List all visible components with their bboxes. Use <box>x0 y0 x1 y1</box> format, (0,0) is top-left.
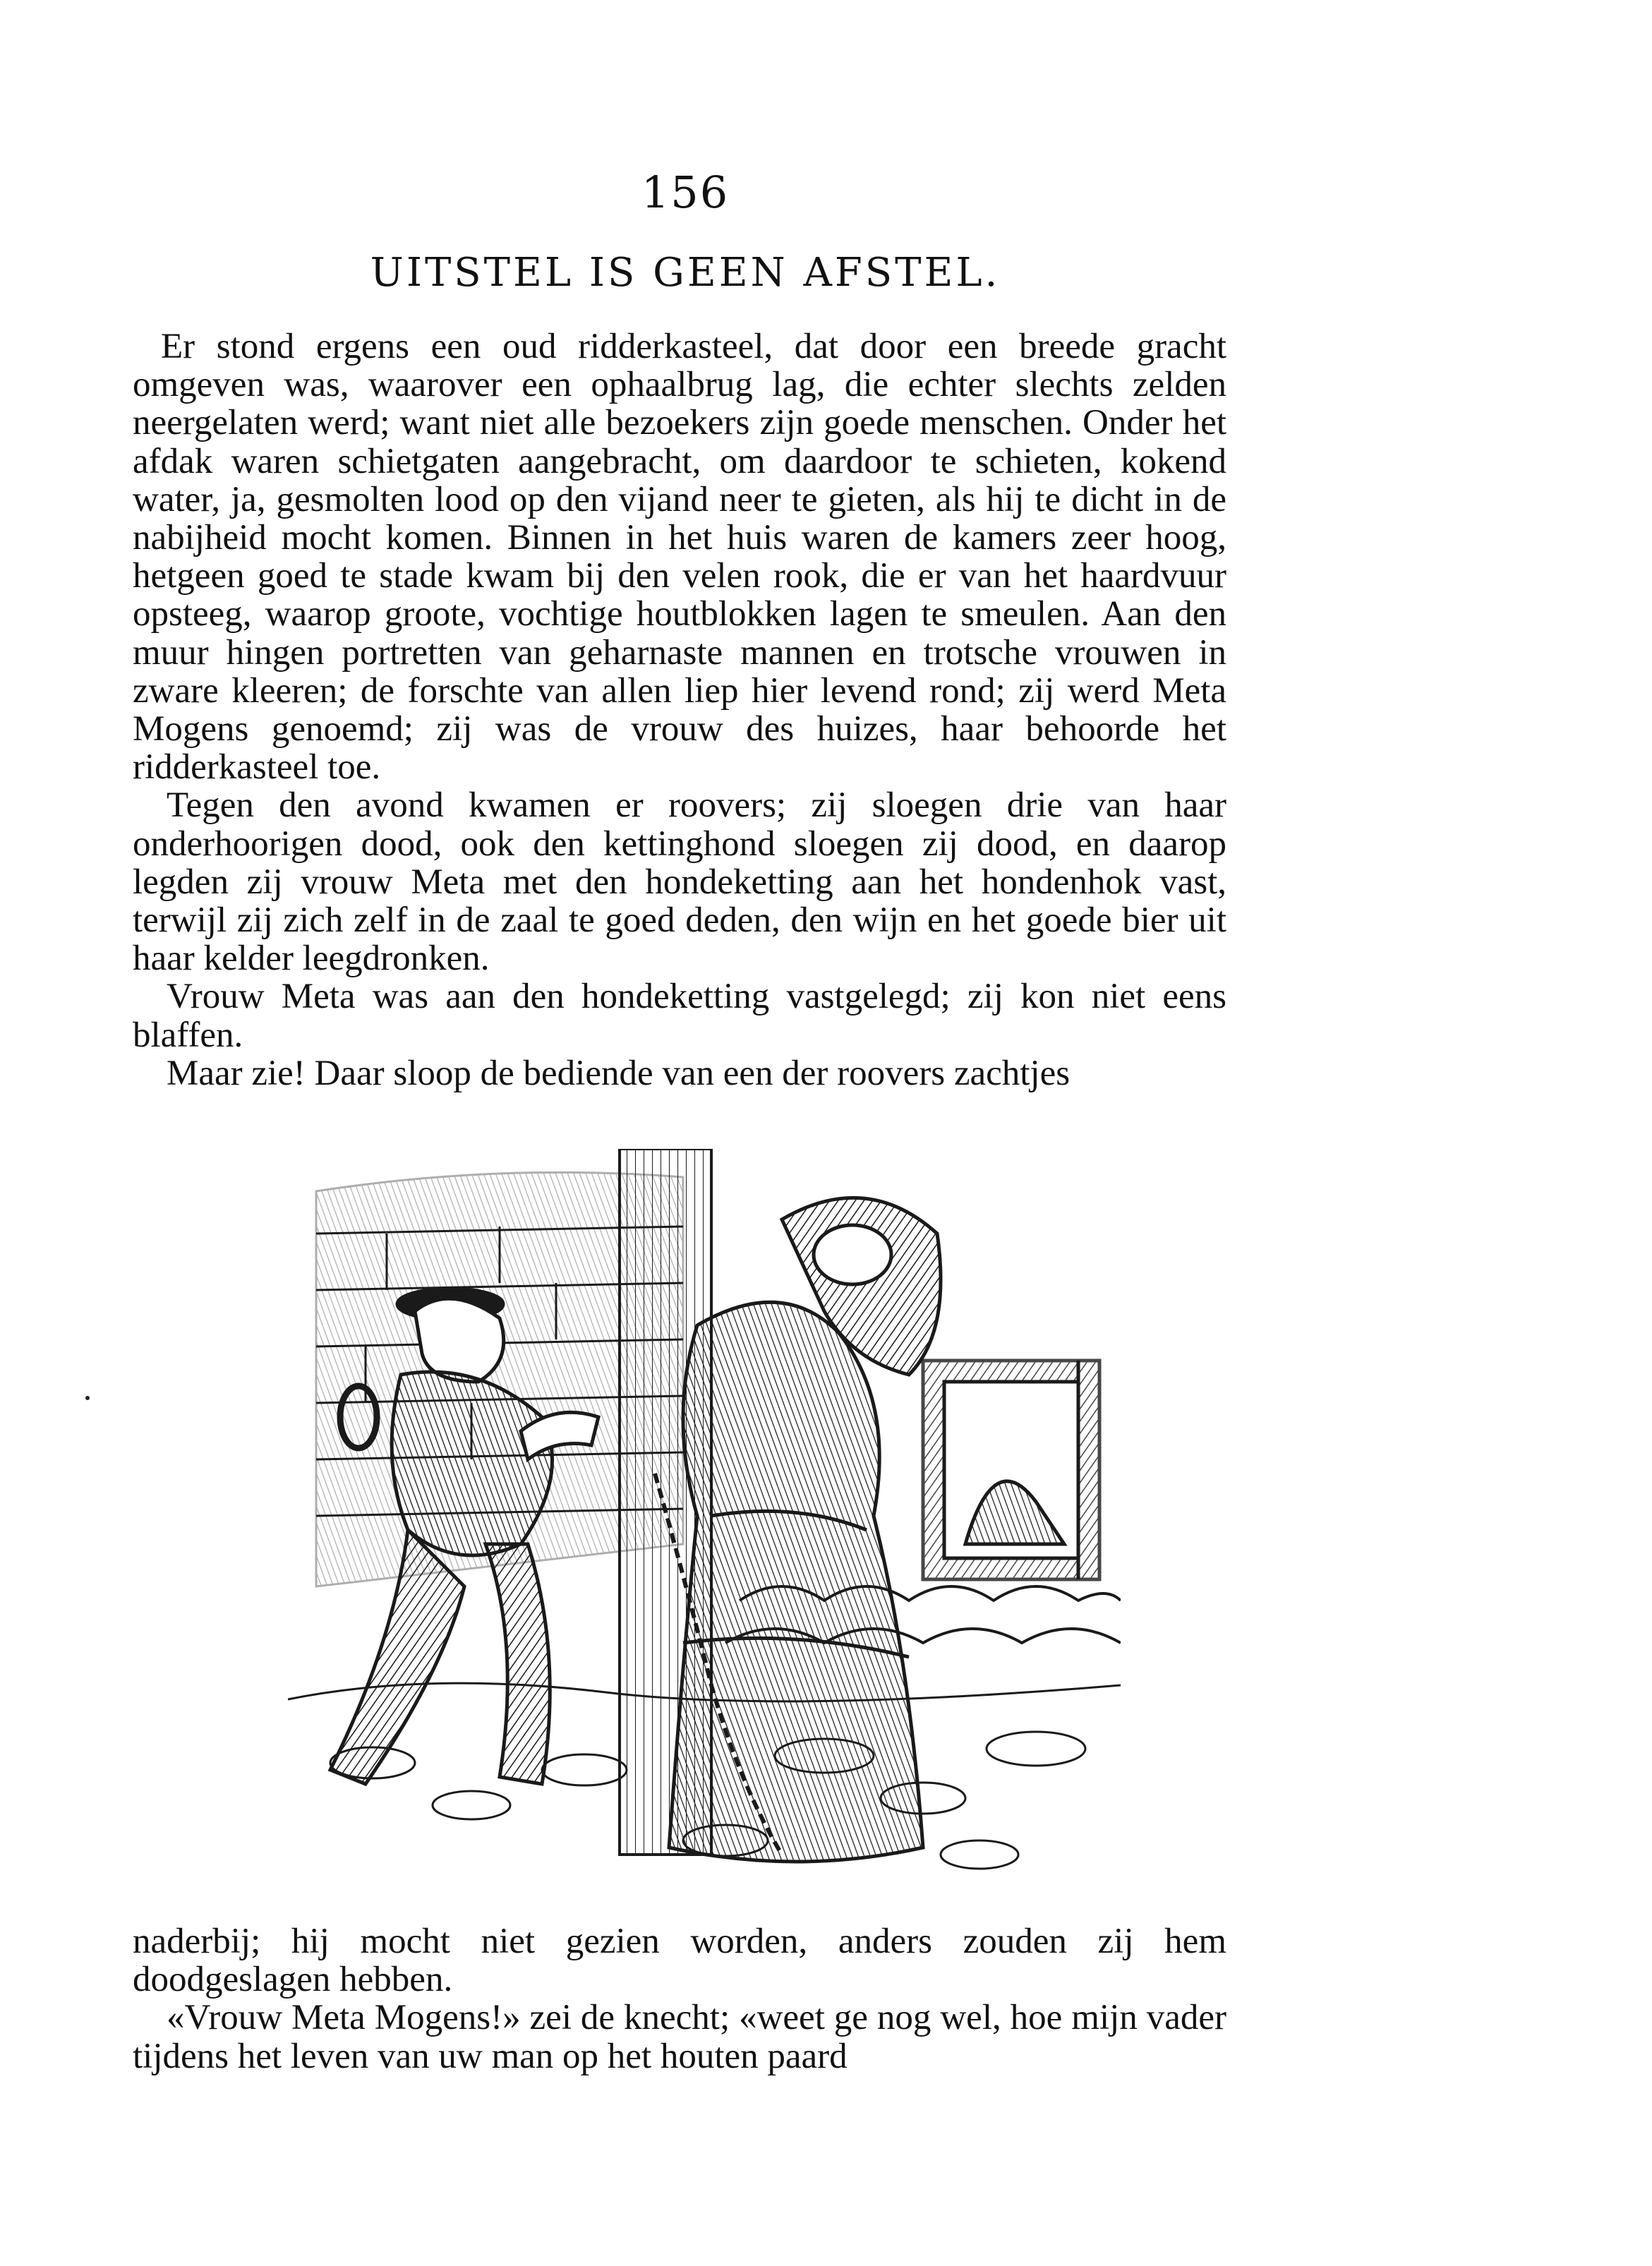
engraving-drawing <box>288 1149 1121 1891</box>
print-speck <box>85 1396 90 1400</box>
doghouse <box>923 1361 1099 1579</box>
chapter-title: UITSTEL IS GEEN AFSTEL. <box>370 250 1001 296</box>
text-block-top <box>133 327 1226 1092</box>
paragraph-6: «Vrouw Meta Mogens!» zei de knecht; «weet ge nog wel, hoe mijn vader tijdens het leven van uw man op het houten paard <box>133 1998 1226 2076</box>
paragraph-2: Tegen den avond kwamen er roovers; zij sloegen drie van haar onderhoorigen dood, ook den kettinghond sloegen zij dood, en daarop legden zij vrouw Meta met den hondeketting aan het hondenhok vast, terwijl zij zich zelf in de zaal te goed deden, den wijn en het goede bier uit haar kelder leegdronken. <box>133 785 1226 979</box>
paragraph-1: Er stond ergens een oud ridderkasteel, dat door een breede gracht omgeven was, waarover een ophaalbrug lag, die echter slechts zelden neergelaten werd; want niet alle bezoekers zijn goede menschen. Onder het afdak waren schietgaten aangebracht, om daardoor te schieten, kokend water, ja, gesmolten lood op den vijand neer te gieten, als hij te dicht in de nabijheid mocht komen. Binnen in het huis waren de kamers zeer hoog, hetgeen goed te stade kwam bij den velen rook, die er van het haardvuur opsteeg, waarop groote, vochtige houtblokken lagen te smeulen. Aan den muur hingen portretten van geharnaste mannen en trotsche vrouwen in zware kleeren; de forschte van allen liep hier levend rond; zij werd Meta Mogens genoemd; zij was de vrouw des huizes, haar behoorde het ridderkasteel toe. <box>133 327 1226 788</box>
text-block-bottom <box>133 1922 1226 2075</box>
engraving-illustration <box>288 1149 1121 1891</box>
paragraph-5: naderbij; hij mocht niet gezien worden, anders zouden zij hem doodgeslagen hebben. <box>133 1922 1226 2000</box>
paragraph-4: Maar zie! Daar sloop de bediende van een der roovers zachtjes <box>167 1053 1071 1093</box>
paragraph-3: Vrouw Meta was aan den hondeketting vastgelegd; zij kon niet eens blaffen. <box>133 977 1226 1055</box>
page-number: 156 <box>641 167 730 218</box>
